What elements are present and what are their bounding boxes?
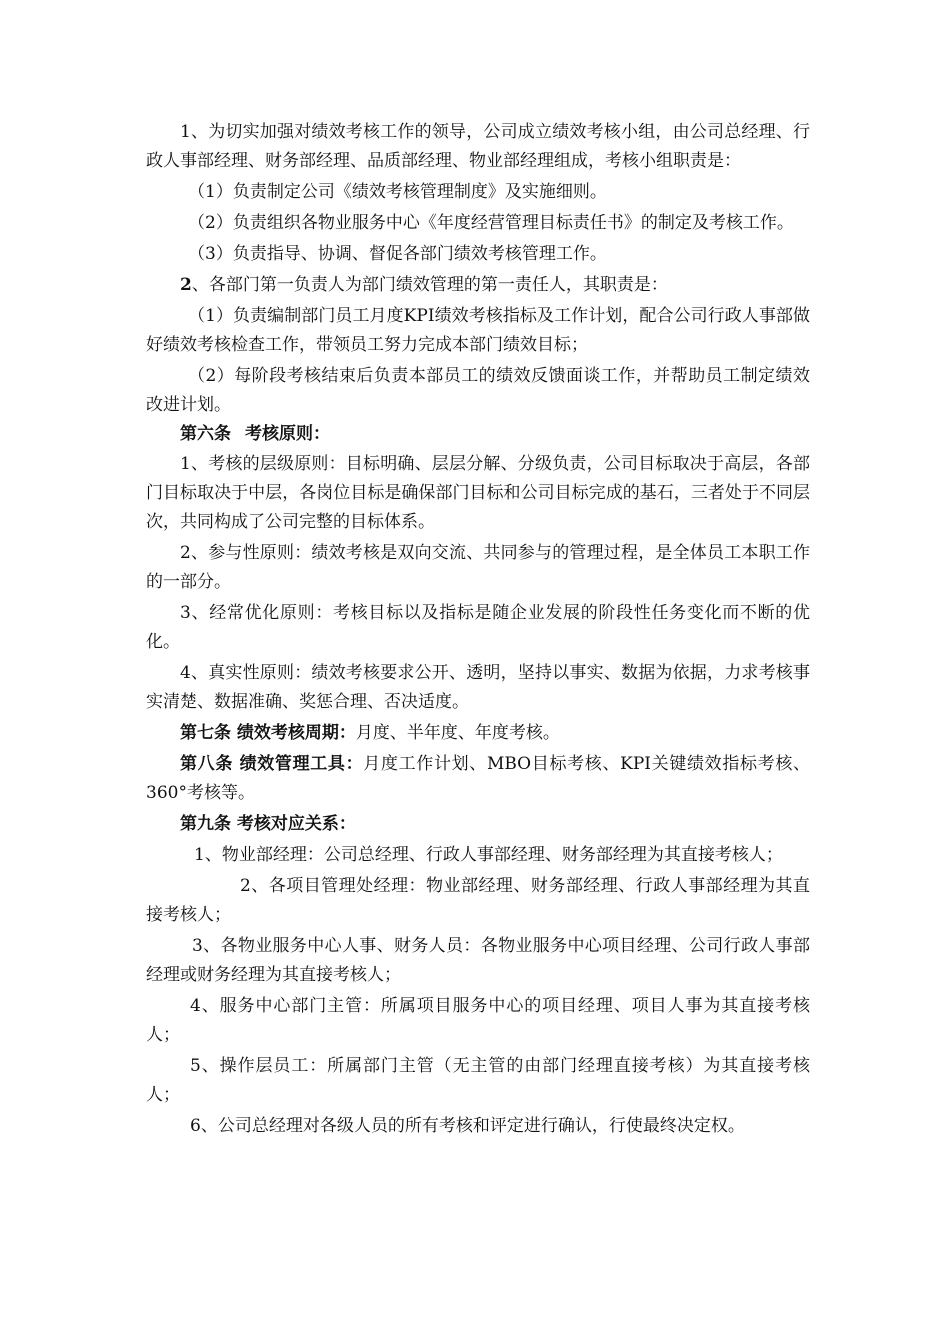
paragraph-relation-3: 3、各物业服务中心人事、财务人员：各物业服务中心项目经理、公司行政人事部经理或财务经理为其直接考核人； (146, 936, 810, 985)
paragraph-relation-4: 4、服务中心部门主管：所属项目服务中心的项目经理、项目人事为其直接考核人； (146, 996, 810, 1045)
article-6-heading (146, 420, 810, 449)
article-6-number: 第六条 (180, 424, 231, 444)
paragraph-principle-3: 3、经常优化原则：考核目标以及指标是随企业发展的阶段性任务变化而不断的优化。 (146, 603, 810, 652)
paragraph-team-duty-3: （3）负责指导、协调、督促各部门绩效考核管理工作。 (188, 244, 607, 264)
document-body (146, 118, 810, 1141)
paragraph-dept-head-number: 2 (180, 275, 192, 295)
paragraph-relation-6: 6、公司总经理对各级人员的所有考核和评定进行确认，行使最终决定权。 (190, 1116, 745, 1136)
article-8 (146, 750, 810, 808)
article-9-heading: 第九条 考核对应关系： (180, 814, 356, 834)
paragraph-assessment-team: 1、为切实加强对绩效考核工作的领导，公司成立绩效考核小组，由公司总经理、行政人事部经理、财务部经理、品质部经理、物业部经理组成，考核小组职责是： (146, 122, 810, 171)
article-7-text: 月度、半年度、年度考核。 (355, 723, 560, 743)
article-8-title: 第八条 绩效管理工具： (180, 754, 364, 774)
article-7 (146, 719, 810, 748)
article-7-title: 第七条 绩效考核周期： (180, 723, 356, 743)
paragraph-dept-duty-1: （1）负责编制部门员工月度KPI绩效考核指标及工作计划，配合公司行政人事部做好绩效考核检查工作，带领员工努力完成本部门绩效目标； (146, 306, 810, 355)
paragraph-principle-4: 4、真实性原则：绩效考核要求公开、透明，坚持以事实、数据为依据，力求考核事实清楚、数据准确、奖惩合理、否决适度。 (146, 663, 810, 712)
paragraph-dept-duty-2: （2）每阶段考核结束后负责本部员工的绩效反馈面谈工作，并帮助员工制定绩效改进计划。 (146, 366, 810, 415)
paragraph-relation-2: 2、各项目管理处经理：物业部经理、财务部经理、行政人事部经理为其直接考核人； (146, 876, 810, 925)
paragraph-dept-head (146, 271, 810, 300)
article-8-text: 月度工作计划、MBO目标考核、KPI关键绩效指标考核、360°考核等。 (146, 754, 810, 803)
paragraph-principle-1: 1、考核的层级原则：目标明确、层层分解、分级负责，公司目标取决于高层，各部门目标取决于中层，各岗位目标是确保部门目标和公司目标完成的基石，三者处于不同层次，共同构成了公司完整的目标体系。 (146, 454, 810, 532)
paragraph-relation-5: 5、操作层员工：所属部门主管（无主管的由部门经理直接考核）为其直接考核人； (146, 1056, 810, 1105)
paragraph-relation-1: 1、物业部经理：公司总经理、行政人事部经理、财务部经理为其直接考核人； (194, 845, 783, 865)
paragraph-team-duty-1: （1）负责制定公司《绩效考核管理制度》及实施细则。 (188, 182, 607, 202)
article-6-title: 考核原则： (245, 424, 330, 444)
paragraph-dept-head-text: 、各部门第一负责人为部门绩效管理的第一责任人，其职责是： (191, 275, 668, 295)
paragraph-team-duty-2: （2）负责组织各物业服务中心《年度经营管理目标责任书》的制定及考核工作。 (188, 213, 794, 233)
paragraph-principle-2: 2、参与性原则：绩效考核是双向交流、共同参与的管理过程，是全体员工本职工作的一部分。 (146, 543, 810, 592)
